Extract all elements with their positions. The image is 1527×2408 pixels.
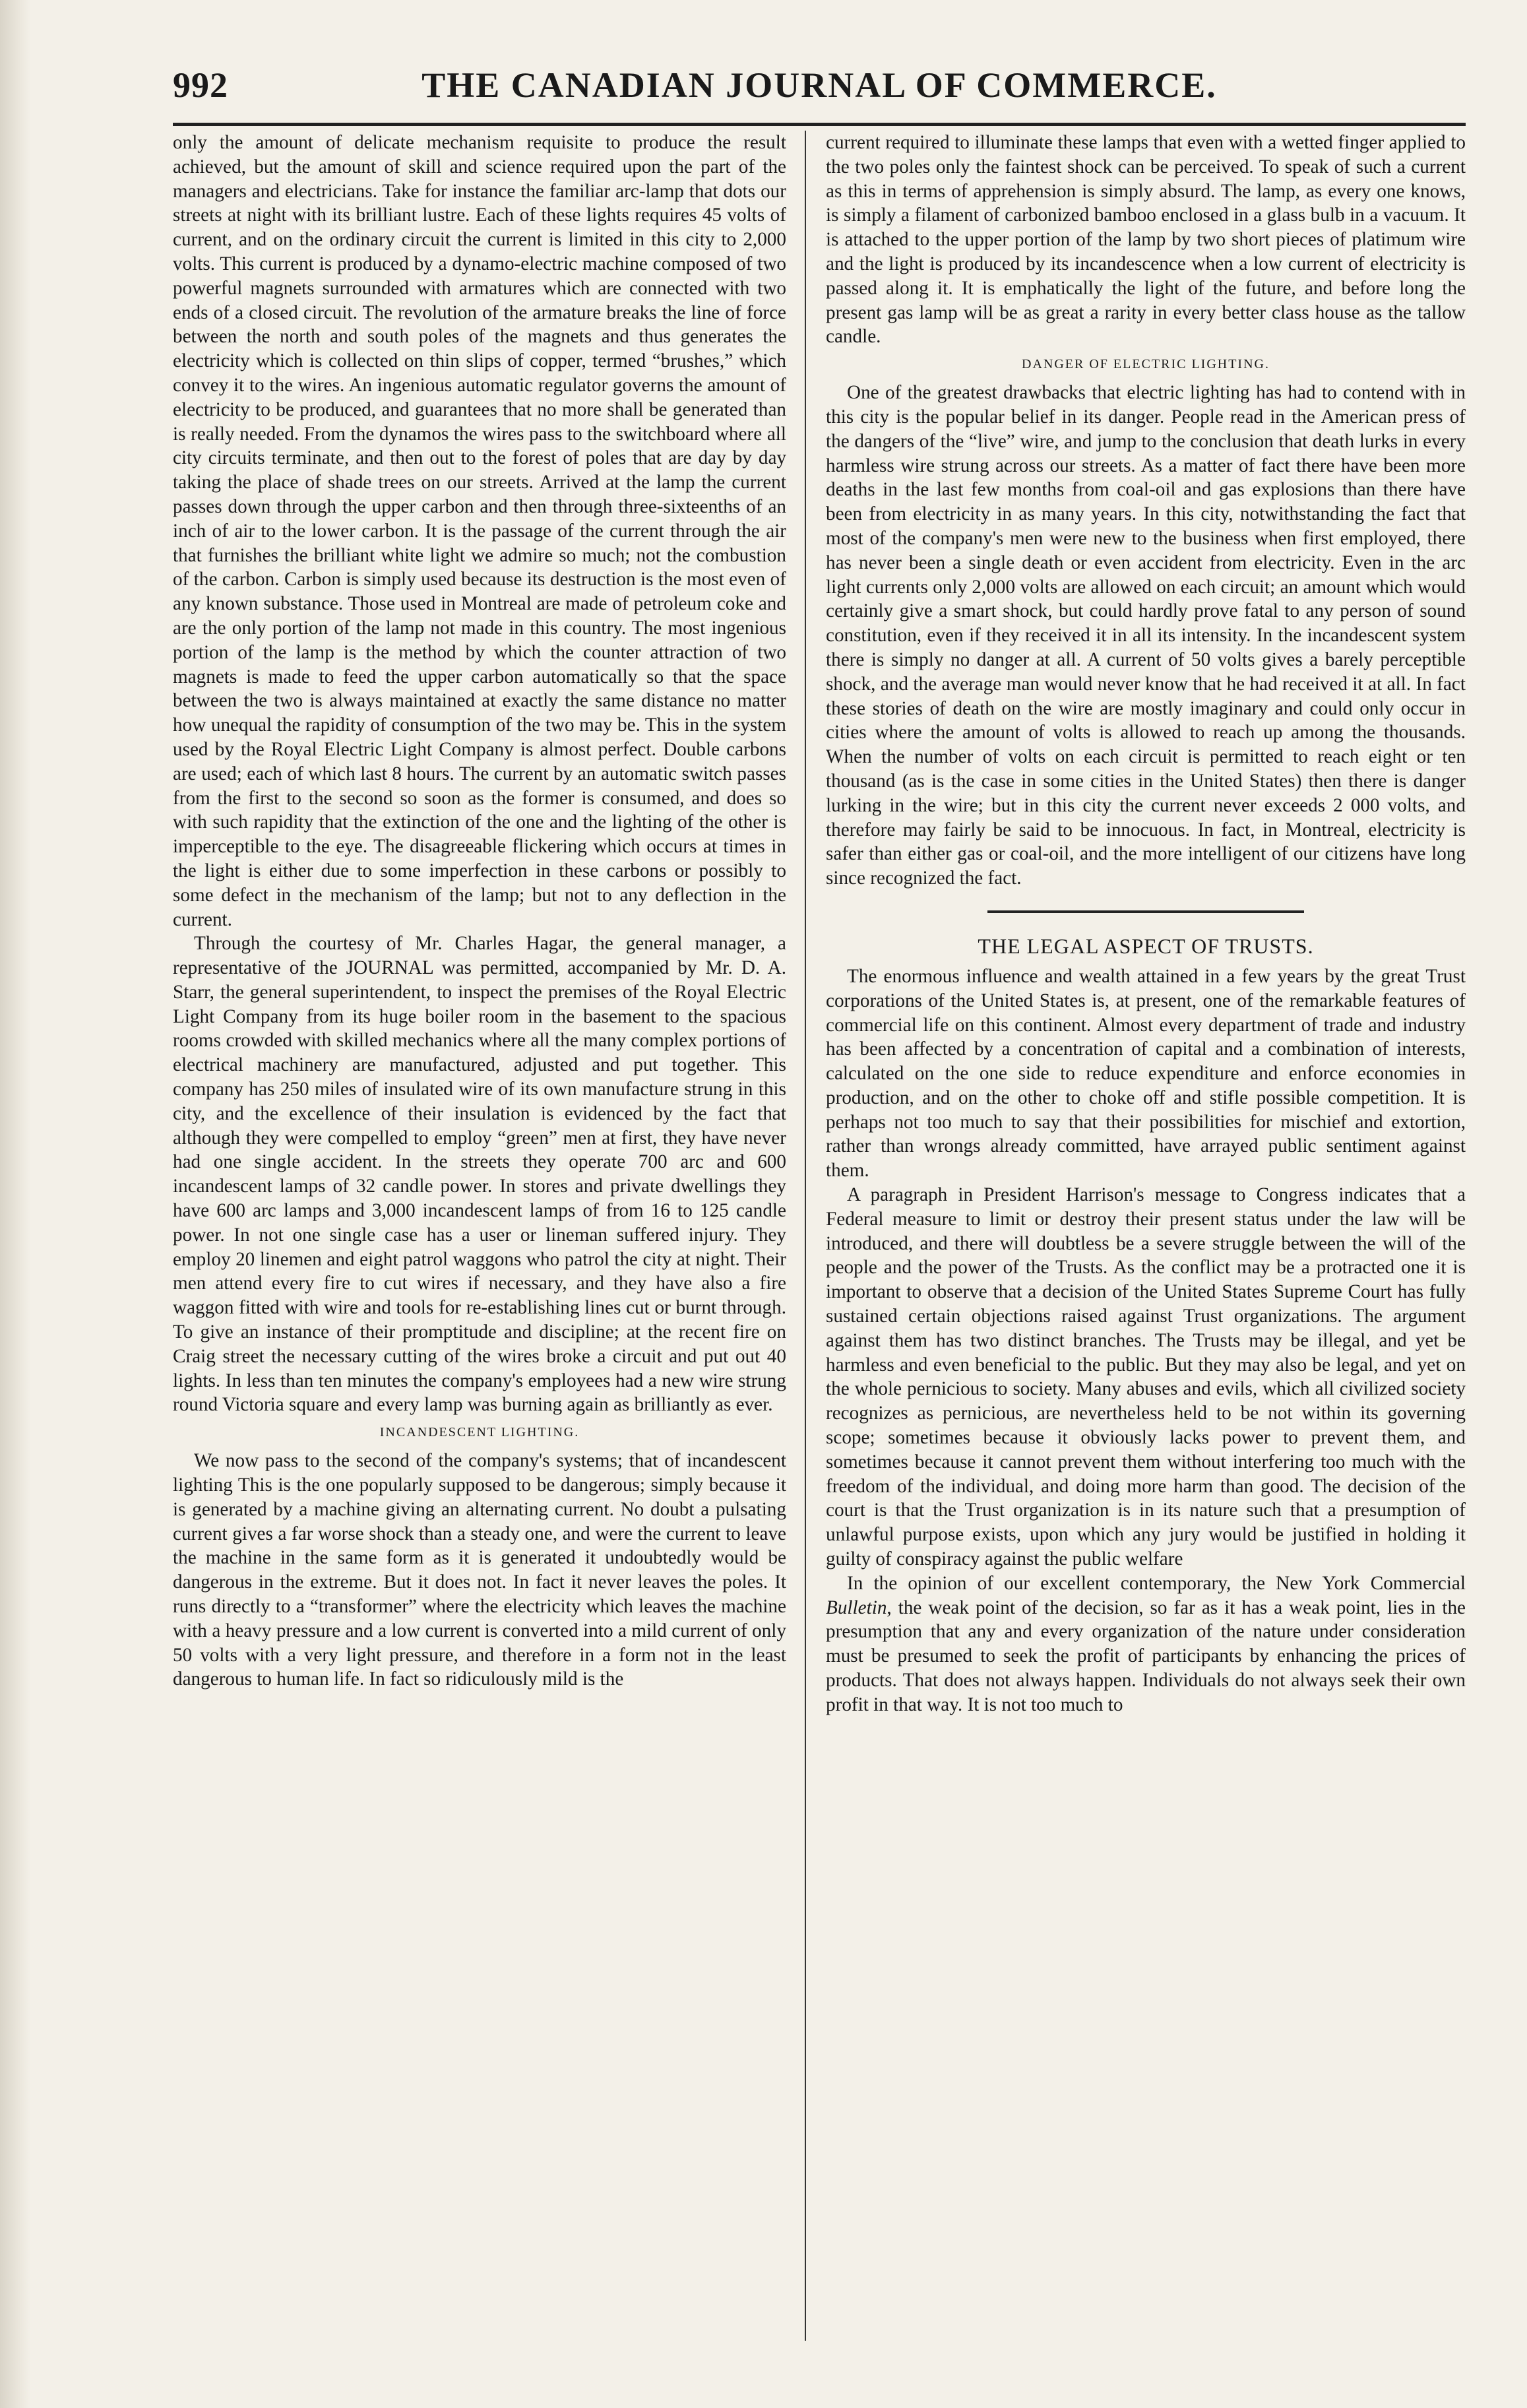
- right-paragraph-3: The enormous influence and wealth attained in a few years by the great Trust corporations of the United States is, at present, one of the remarkable features of commercial life on this continent. Almost every department of trade and industry has been affected by a concentration of capital and a combination of interests, calculated on the one side to reduce expenditure and enforce economies in production, and on the other to choke off and stifle possible competition. It is perhaps not too much to say that their possibilities for mischief and extortion, rather than wrongs already committed, have arrayed public sentiment against them.: [826, 965, 1466, 1182]
- column-divider: [805, 131, 806, 2341]
- right-paragraph-1: current required to illuminate these lamps that even with a wetted finger applied to the two poles only the faintest shock can be perceived. To speak of such a current as this in terms of apprehension is simply absurd. The lamp, as every one knows, is simply a filament of carbonized bamboo enclosed in a glass bulb in a vacuum. It is attached to the upper portion of the lamp by two short pieces of platimum wire and the light is produced by its incandescence when a low current of electricity is passed along it. It is emphatically the light of the future, and before long the present gas lamp will be as great a rarity in every better class house as the tallow candle.: [826, 132, 1466, 348]
- bulletin-title: Bulletin: [826, 1597, 887, 1618]
- journal-title: THE CANADIAN JOURNAL OF COMMERCE.: [421, 65, 1217, 105]
- right-paragraph-2: One of the greatest drawbacks that electric lighting has had to contend with in this city is the popular belief in its danger. People read in the American press of the dangers of the “live” wire, and jump to the conclusion that death lurks in every harmless wire strung across our streets. As a matter of fact there have been more deaths in the last few months from coal-oil and gas explosions than there have been from electricity in as many years. In this city, notwithstanding the fact that most of the company's men were new to the business when first employed, there has never been a single death or even accident from electricity. Even in the arc light currents only 2,000 volts are allowed on each circuit; an amount which would certainly give a smart shock, but could hardly prove fatal to any person of sound constitution, even if they received it in all its intensity. In the incandescent system there is simply no danger at all. A current of 50 volts gives a barely perceptible shock, and the average man would never know that he had received it at all. In fact these stories of death on the wire are mostly imaginary and could only occur in cities where the amount of volts is allowed to reach up among the thousands. When the number of volts on each circuit is permitted to reach eight or ten thousand (as is the case in some cities in the United States) then there is danger lurking in the wire; but in this city the current never exceeds 2 000 volts, and therefore may fairly be said to be innocuous. In fact, in Montreal, electricity is safer than either gas or coal-oil, and the more intelligent of our citizens have long since recognized the fact.: [826, 382, 1466, 889]
- left-paragraph-3: We now pass to the second of the company's systems; that of incandescent lighting This is the one popularly supposed to be dangerous; simply because it is generated by a machine giving an alternating current. No doubt a pulsating current gives a far worse shock than a steady one, and were the current to leave the machine in the same form as it is generated it undoubtedly would be dangerous in the extreme. But it does not. In fact it never leaves the poles. It runs directly to a “transformer” where the electricity which leaves the machine with a heavy pressure and a low current is converted into a mild current of only 50 volts with a very light pressure, and therefore in a form not in the least dangerous to human life. In fact so ridiculously mild is the: [173, 1450, 786, 1690]
- section-divider: [987, 910, 1304, 913]
- right-paragraph-5-end: , the weak point of the decision, so far as it has a weak point, lies in the presumption that any and every organization of the nature under consideration must be presumed to seek the profit of participants by enhancing the prices of products. That does not always happen. Individuals do not always seek their own profit in that way. It is not too much to: [826, 1597, 1466, 1715]
- article-title-trusts: THE LEGAL ASPECT OF TRUSTS.: [978, 934, 1314, 958]
- header-rule: [173, 123, 1466, 126]
- left-column: [173, 131, 786, 1692]
- page-header: [173, 65, 1466, 117]
- right-paragraph-5: [826, 1571, 1466, 1717]
- right-paragraph-4: A paragraph in President Harrison's message to Congress indicates that a Federal measure to limit or destroy their present status under the law will be introduced, and there will doubtless be a severe struggle between the will of the people and the power of the Trusts. As the conflict may be a protracted one it is important to observe that a decision of the United States Supreme Court has fully sustained certain objections raised against Trust organizations. The argument against them has two distinct branches. The Trusts may be illegal, and yet be harmless and even beneficial to the public. But they may also be legal, and yet on the whole pernicious to society. Many abuses and evils, which all civilized society recognizes as pernicious, are nevertheless held to be not within its governing scope; sometimes because it obviously lacks power to prevent them, and sometimes because it cannot prevent them without interfering too much with the freedom of the individual, and doing more harm than good. The decision of the court is that the Trust organization is in its nature such that a presumption of unlawful purpose exists, upon which any jury would be justified in holding it guilty of conspiracy against the public welfare: [826, 1184, 1466, 1570]
- page-number: 992: [173, 65, 228, 105]
- left-paragraph-2: Through the courtesy of Mr. Charles Hagar, the general manager, a representative of the JOURNAL was permitted, accompanied by Mr. D. A. Starr, the general superintendent, to inspect the premises of the Royal Electric Light Company from its huge boiler room in the basement to the spacious rooms crowded with skilled mechanics where all the many complex portions of electrical machinery are manufactured, adjusted and put together. This company has 250 miles of insulated wire of its own manufacture strung in this city, and the excellence of their insulation is evidenced by the fact that although they were compelled to employ “green” men at first, they have never had one single accident. In the streets they operate 700 arc and 600 incandescent lamps of 32 candle power. In stores and private dwellings they have 600 arc lamps and 3,000 incandescent lamps of from 16 to 125 candle power. In not one single case has a user or lineman suffered injury. They employ 20 linemen and eight patrol waggons who patrol the city at night. Their men attend every fire to cut wires if necessary, and they have also a fire waggon fitted with wire and tools for re-establishing lines cut or burnt through. To give an instance of their promptitude and discipline; at the recent fire on Craig street the necessary cutting of the wires broke a circuit and put out 40 lights. In less than ten minutes the company's employees had a new wire strung round Victoria square and every lamp was burning again as brilliantly as ever.: [173, 933, 786, 1416]
- page-binding-edge: [0, 0, 30, 2408]
- left-paragraph-1: only the amount of delicate mechanism requisite to produce the result achieved, but the amount of skill and science required upon the part of the managers and electricians. Take for instance the familiar arc-lamp that dots our streets at night with its brilliant lustre. Each of these lights requires 45 volts of current, and on the ordinary circuit the current is limited in this city to 2,000 volts. This current is produced by a dynamo-electric machine composed of two powerful magnets surrounded with armatures which are connected with two ends of a closed circuit. The revolution of the armature breaks the line of force between the north and south poles of the magnets and thus generates the electricity which is collected on thin slips of copper, termed “brushes,” which convey it to the wires. An ingenious automatic regulator governs the amount of electricity to be produced, and guarantees that no more shall be generated than is really needed. From the dynamos the wires pass to the switchboard where all city circuits terminate, and then out to the forest of poles that are day by day taking the place of shade trees on our streets. Arrived at the lamp the current passes down through the upper carbon and then through three-sixteenths of an inch of air to the lower carbon. It is the passage of the current through the air that furnishes the brilliant white light we admire so much; not the combustion of the carbon. Carbon is simply used because its destruction is the most even of any known substance. Those used in Montreal are made of petroleum coke and are the only portion of the lamp not made in this country. The most ingenious portion of the lamp is the method by which the counter attraction of two magnets is made to feed the upper carbon automatically so that the space between the two is always maintained at exactly the same distance no matter how unequal the rapidity of consumption of the two may be. This in the system used by the Royal Electric Light Company is almost perfect. Double carbons are used; each of which last 8 hours. The current by an automatic switch passes from the first to the second so soon as the former is consumed, and does so with such rapidity that the extinction of the one and the lighting of the other is imperceptible to the eye. The disagreeable flickering which occurs at times in the light is either due to some imperfection in these carbons or possibly to some defect in the mechanism of the lamp; but not to any deflection in the current.: [173, 132, 786, 930]
- right-column: [826, 131, 1466, 1717]
- subhead-danger-of-electric-lighting: DANGER OF ELECTRIC LIGHTING.: [1022, 357, 1270, 372]
- subhead-incandescent-lighting: INCANDESCENT LIGHTING.: [379, 1425, 580, 1440]
- right-paragraph-5-start: In the opinion of our excellent contemporary, the New York Commercial: [847, 1572, 1466, 1594]
